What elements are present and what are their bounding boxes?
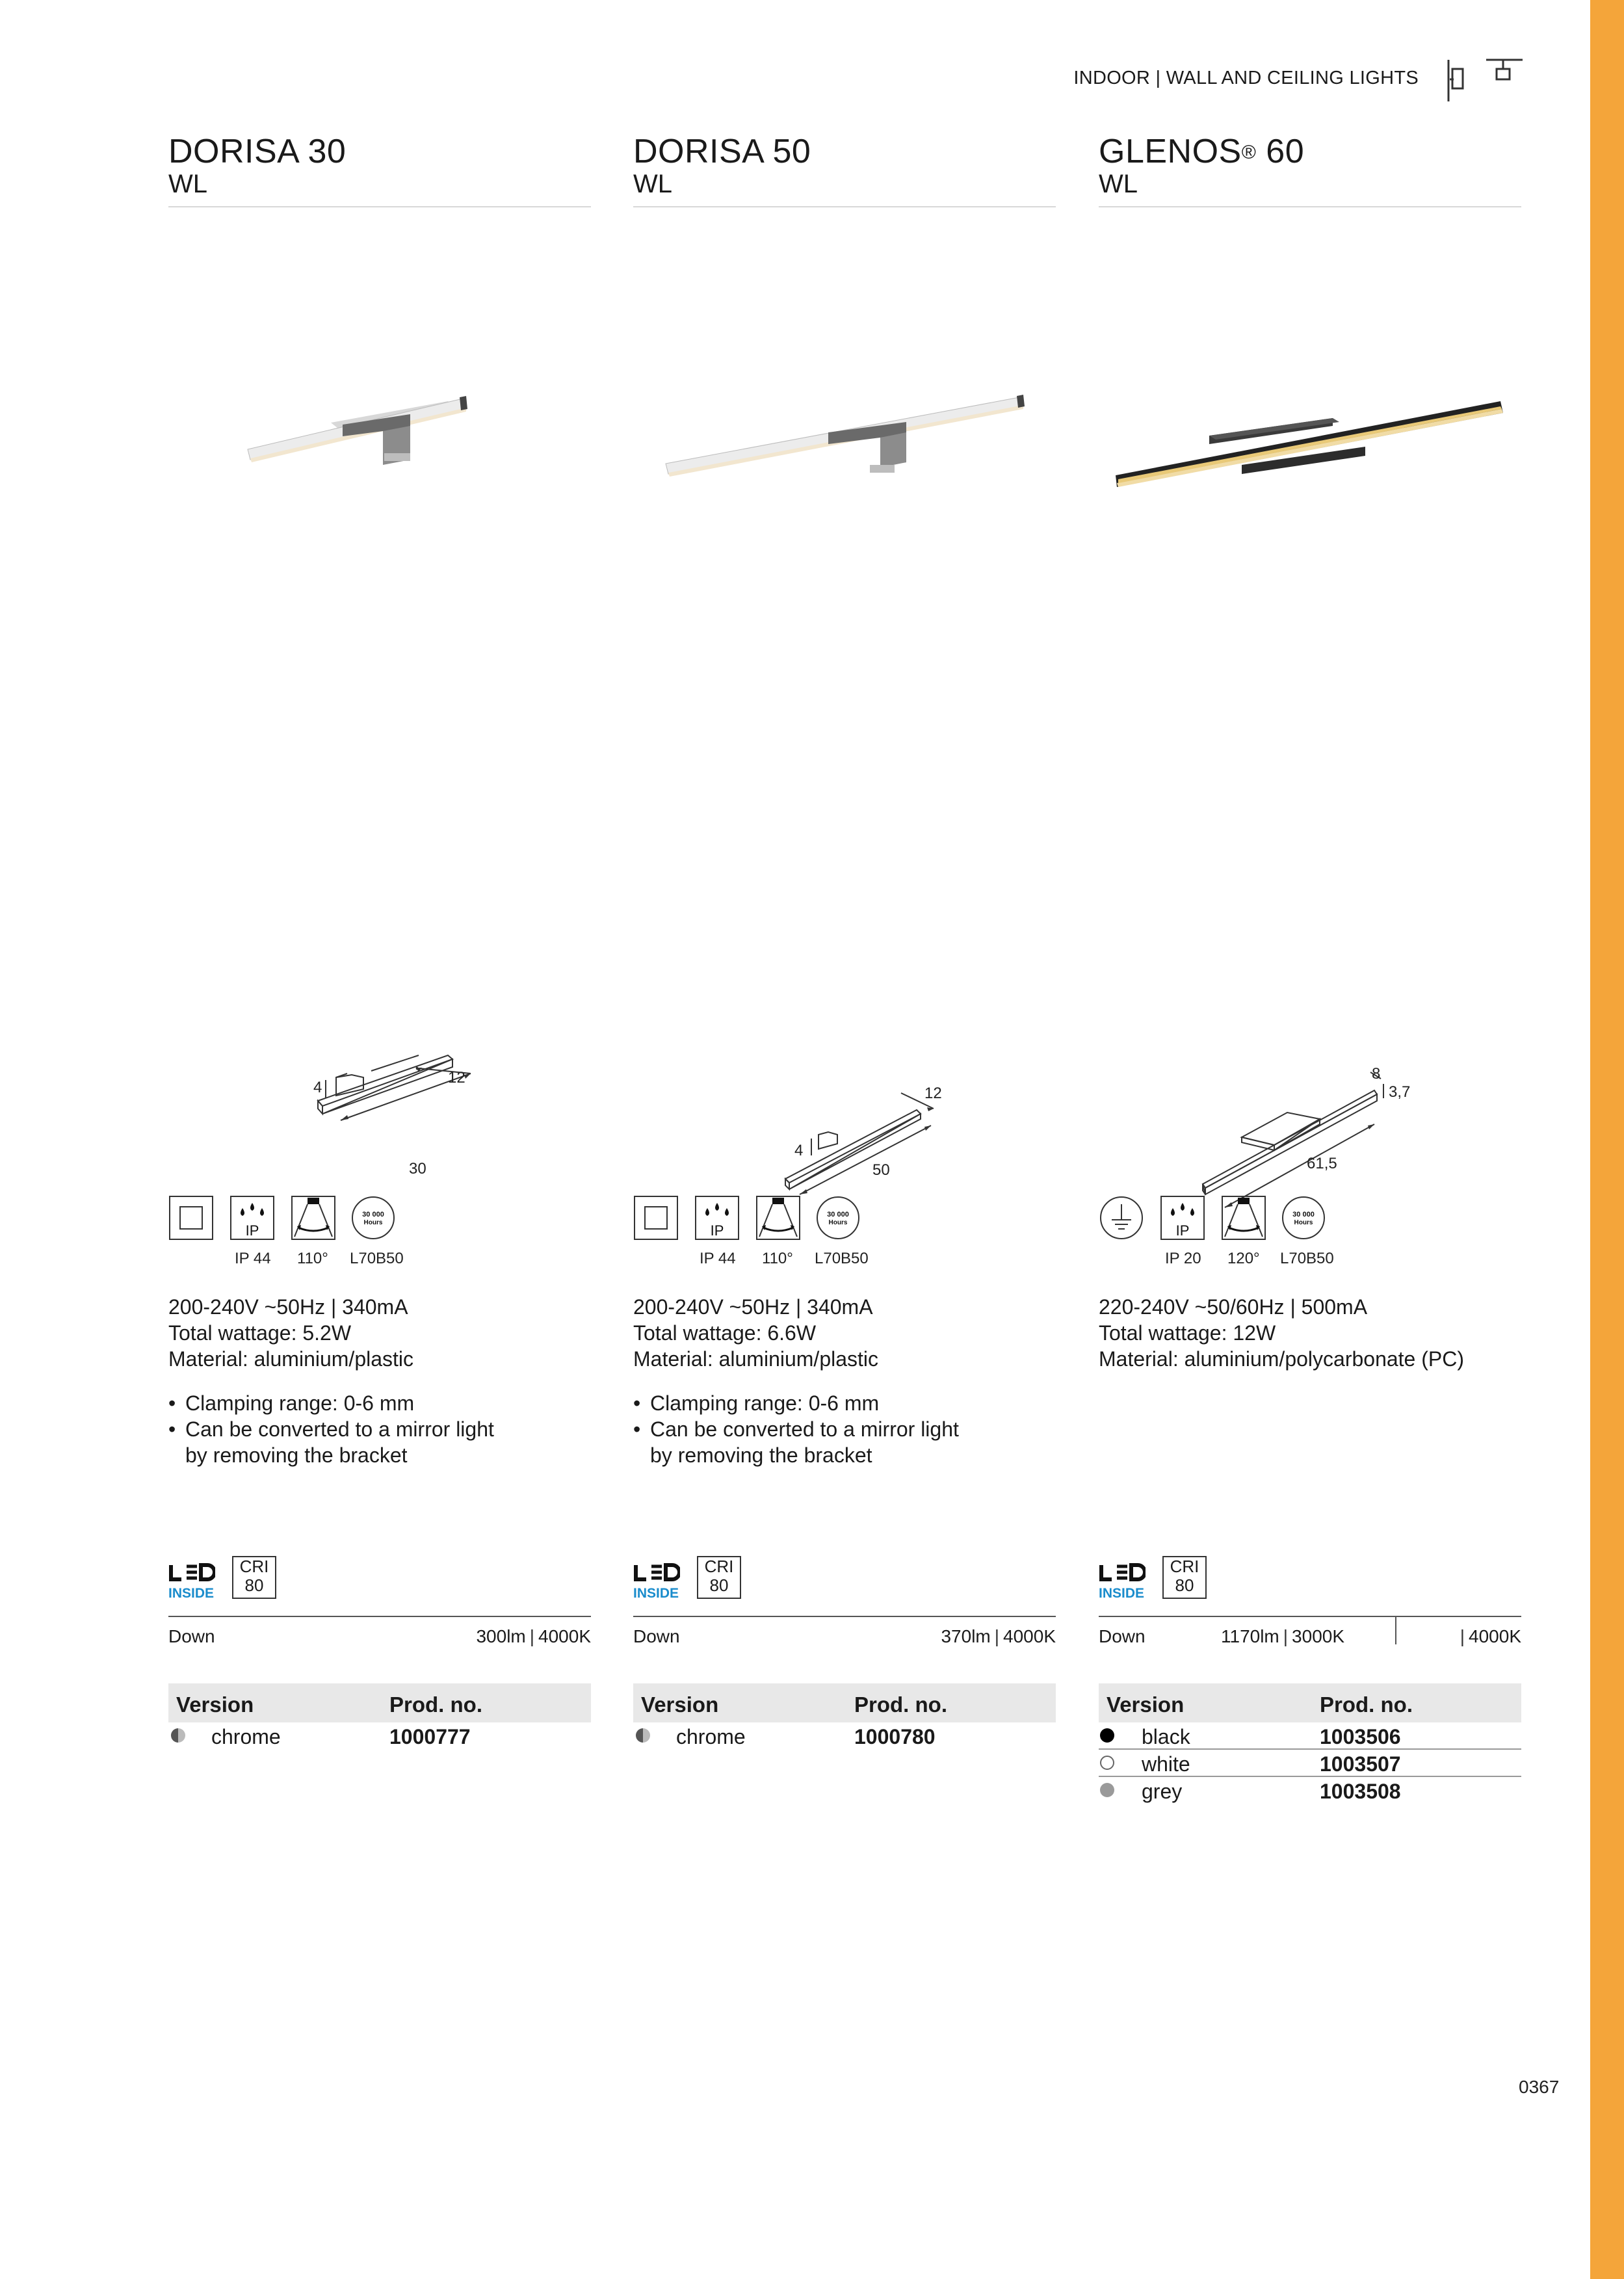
version-table — [633, 1683, 1056, 1748]
category-header: INDOOR | WALL AND CEILING LIGHTS — [1073, 68, 1419, 88]
led-inside-icon — [168, 1562, 215, 1599]
col-version: Version — [1107, 1693, 1185, 1717]
product-subtitle: WL — [168, 170, 207, 198]
ip-rating-icon — [694, 1195, 740, 1241]
lifetime-hours-icon — [815, 1195, 861, 1241]
bullet-item: • Clamping range: 0-6 mm — [168, 1391, 415, 1415]
product-title: DORISA 50 — [633, 133, 811, 170]
table-row: black 1003506 — [1099, 1722, 1521, 1750]
spec-line: 220-240V ~50/60Hz | 500mA — [1099, 1295, 1368, 1319]
title-divider — [633, 206, 1056, 207]
ip-label: IP 44 — [235, 1250, 271, 1267]
bullet-item: • Can be converted to a mirror light — [633, 1417, 959, 1441]
led-inside-icon — [633, 1562, 680, 1599]
beam-angle-icon — [1221, 1195, 1266, 1241]
beam-angle-label: 110° — [297, 1250, 328, 1267]
lifetime-label: L70B50 — [350, 1250, 404, 1267]
svg-text:INSIDE: INSIDE — [633, 1586, 679, 1599]
electrical-specs — [633, 1294, 878, 1372]
product-photo — [633, 354, 1056, 504]
luminous-flux-row — [1099, 1616, 1521, 1656]
svg-text:INSIDE: INSIDE — [168, 1586, 215, 1599]
title-divider — [168, 206, 591, 207]
light-direction: Down — [633, 1626, 680, 1646]
svg-text:IP: IP — [710, 1222, 724, 1239]
title-divider — [1099, 206, 1521, 207]
certification-icons — [1099, 1195, 1521, 1267]
svg-text:INSIDE: INSIDE — [1099, 1586, 1145, 1599]
product-photo — [168, 354, 591, 504]
luminous-flux-row — [168, 1616, 591, 1656]
flux-and-color-temp: 1170lm | 3000K — [1221, 1626, 1345, 1646]
feature-bullets — [633, 1390, 959, 1468]
color-swatch — [171, 1728, 185, 1743]
bullet-item: • Can be converted to a mirror light — [168, 1417, 494, 1441]
earth-ground-icon — [1099, 1195, 1144, 1241]
flux-and-color-temp: 300lm | 4000K — [476, 1626, 591, 1646]
certification-icons — [633, 1195, 1056, 1267]
column-divider — [1395, 1617, 1396, 1644]
lifetime-hours-icon — [350, 1195, 396, 1241]
dim-depth: 12 — [924, 1085, 942, 1102]
col-prodno: Prod. no. — [1320, 1693, 1413, 1717]
ip-label: IP 20 — [1165, 1250, 1201, 1267]
table-header — [633, 1683, 1056, 1722]
lifetime-hours-icon — [1281, 1195, 1326, 1241]
product-column-dorisa-30 — [168, 133, 591, 1824]
led-cri-badges — [633, 1555, 828, 1607]
version-table — [1099, 1683, 1521, 1803]
spec-line: Total wattage: 6.6W — [633, 1321, 817, 1345]
dim-length: 50 — [872, 1161, 890, 1179]
class-ii-icon — [633, 1195, 679, 1241]
svg-text:30 000: 30 000 — [827, 1211, 849, 1219]
led-cri-badges — [1099, 1555, 1294, 1607]
beam-angle-label: 110° — [762, 1250, 793, 1267]
product-column-glenos-60 — [1099, 133, 1521, 1824]
ip-label: IP 44 — [700, 1250, 736, 1267]
col-version: Version — [641, 1693, 719, 1717]
light-direction: Down — [168, 1626, 215, 1646]
svg-text:30 000: 30 000 — [362, 1211, 384, 1219]
color-swatch — [636, 1728, 650, 1743]
cri-badge: CRI 80 — [697, 1556, 741, 1599]
led-cri-badges — [168, 1555, 363, 1607]
color-swatch — [1100, 1756, 1114, 1770]
product-title: GLENOS® 60 — [1099, 133, 1305, 170]
color-swatch — [1100, 1728, 1114, 1743]
feature-bullets — [168, 1390, 494, 1468]
wall-ceiling-lights-icon — [1446, 56, 1524, 105]
lifetime-label: L70B50 — [815, 1250, 869, 1267]
bullet-continuation: by removing the bracket — [650, 1443, 872, 1467]
product-title: DORISA 30 — [168, 133, 347, 170]
certification-icons — [168, 1195, 591, 1267]
spec-line: 200-240V ~50Hz | 340mA — [633, 1295, 873, 1319]
ip-rating-icon — [1160, 1195, 1205, 1241]
electrical-specs — [1099, 1294, 1464, 1372]
svg-text:Hours: Hours — [828, 1219, 848, 1226]
dim-depth: 12 — [448, 1069, 465, 1087]
dimension-drawing — [168, 914, 591, 1219]
light-direction: Down — [1099, 1626, 1146, 1646]
col-prodno: Prod. no. — [389, 1693, 482, 1717]
spec-line: 200-240V ~50Hz | 340mA — [168, 1295, 408, 1319]
product-subtitle: WL — [633, 170, 672, 198]
orange-side-bar — [1590, 0, 1624, 2279]
dim-depth: 8 — [1372, 1065, 1381, 1083]
dim-height: 4 — [313, 1079, 322, 1096]
page-number: 0367 — [1519, 2077, 1560, 2097]
table-header — [168, 1683, 591, 1722]
luminous-flux-row — [633, 1616, 1056, 1656]
spec-line: Material: aluminium/plastic — [168, 1347, 414, 1371]
svg-text:Hours: Hours — [1294, 1219, 1313, 1226]
col-prodno: Prod. no. — [854, 1693, 947, 1717]
version-table — [168, 1683, 591, 1748]
dim-length: 61,5 — [1307, 1155, 1337, 1172]
beam-angle-icon — [755, 1195, 801, 1241]
flux-and-color-temp: 370lm | 4000K — [941, 1626, 1056, 1646]
svg-text:IP: IP — [1175, 1222, 1190, 1239]
dimension-drawing — [633, 914, 1056, 1219]
product-photo — [1099, 354, 1521, 504]
electrical-specs — [168, 1294, 413, 1372]
table-row: chrome 1000777 — [168, 1722, 591, 1748]
spec-line: Material: aluminium/polycarbonate (PC) — [1099, 1347, 1464, 1371]
col-version: Version — [176, 1693, 254, 1717]
table-row: white 1003507 — [1099, 1750, 1521, 1777]
table-row: chrome 1000780 — [633, 1722, 1056, 1748]
bullet-continuation: by removing the bracket — [185, 1443, 408, 1467]
led-inside-icon — [1099, 1562, 1146, 1599]
svg-text:Hours: Hours — [363, 1219, 383, 1226]
ip-rating-icon — [229, 1195, 275, 1241]
beam-angle-label: 120° — [1227, 1250, 1260, 1267]
table-header — [1099, 1683, 1521, 1722]
spec-line: Material: aluminium/plastic — [633, 1347, 879, 1371]
cri-badge: CRI 80 — [232, 1556, 276, 1599]
class-ii-icon — [168, 1195, 214, 1241]
color-swatch — [1100, 1783, 1114, 1797]
alt-color-temp: | 4000K — [1460, 1626, 1521, 1646]
dim-height: 3,7 — [1389, 1083, 1411, 1101]
table-row: grey 1003508 — [1099, 1777, 1521, 1803]
dim-height: 4 — [794, 1142, 804, 1159]
bullet-item: • Clamping range: 0-6 mm — [633, 1391, 880, 1415]
svg-text:IP: IP — [245, 1222, 259, 1239]
dim-length: 30 — [409, 1160, 426, 1178]
beam-angle-icon — [291, 1195, 336, 1241]
product-column-dorisa-50 — [633, 133, 1056, 1824]
lifetime-label: L70B50 — [1280, 1250, 1334, 1267]
svg-text:30 000: 30 000 — [1292, 1211, 1315, 1219]
spec-line: Total wattage: 5.2W — [168, 1321, 352, 1345]
dimension-drawing — [1099, 914, 1521, 1219]
spec-line: Total wattage: 12W — [1099, 1321, 1276, 1345]
product-subtitle: WL — [1099, 170, 1138, 198]
cri-badge: CRI 80 — [1162, 1556, 1207, 1599]
